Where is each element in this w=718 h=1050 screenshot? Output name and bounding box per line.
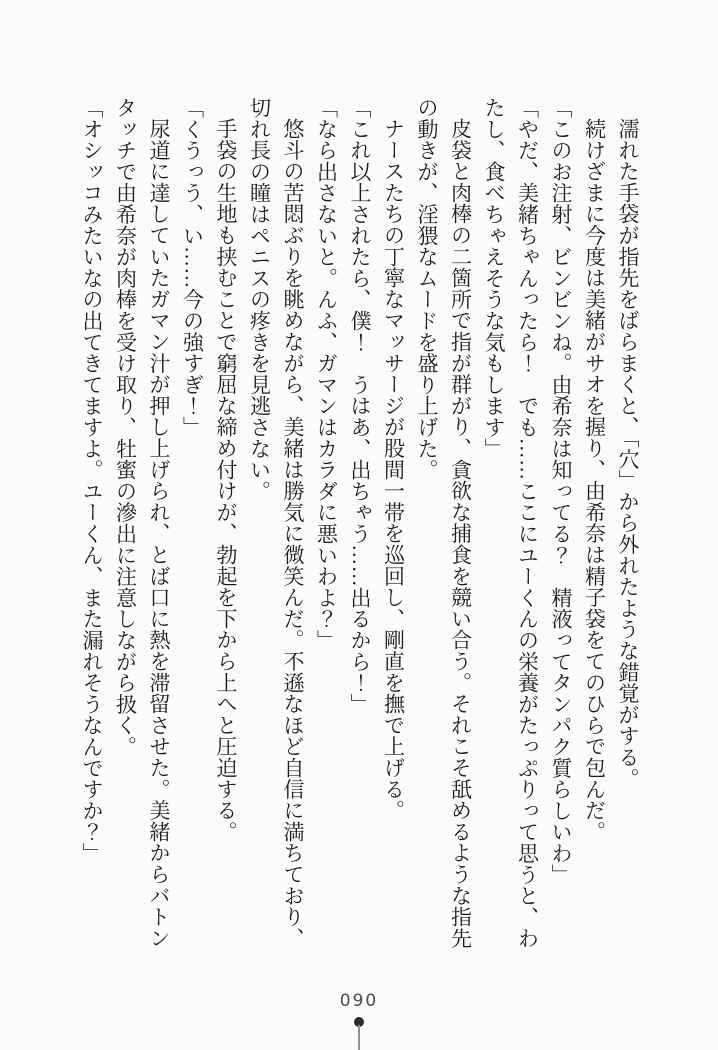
text-column: 皮袋と肉棒の二箇所で指が群がり、貪欲な捕食を競い合う。それこそ舐めるような指先 (448, 118, 473, 949)
text-column: 切れ長の瞳はペニスの疼きを見逃さない。 (247, 97, 272, 502)
text-column: 手袋の生地も挟むことで窮屈な締め付けが、勃起を下から上へと圧迫する。 (214, 118, 238, 843)
text-column: 尿道に達していたガマン汁が押し上げられ、とば口に熱を滞留させた。美緒からバトン (147, 118, 171, 949)
vertical-text-block (75, 97, 645, 997)
text-column: 濡れた手袋が指先をばらまくと、「穴」から外れたような錯覚がする。 (616, 118, 640, 790)
text-column: 「このお注射、ビンビンね。由希奈は知ってる？ 精液ってタンパク質らしいわ」 (549, 97, 573, 886)
text-column: たし、食べちゃえそうな気もします」 (482, 97, 506, 460)
text-column: 「これ以上されたら、僕！ うはあ、出ちゃう……出るから！」 (348, 97, 372, 715)
page-number: 090 (339, 991, 379, 1011)
text-column: 「なら出さないと。んふ、ガマンはカラダに悪いわよ？」 (314, 97, 339, 651)
footer-marker-line (358, 1025, 360, 1050)
text-column: タッチで由希奈が肉棒を受け取り、牡蜜の滲出に注意しながら扱く。 (113, 97, 138, 758)
text-column: 続けざまに今度は美緒がサオを握り、由希奈は精子袋をてのひらで包んだ。 (582, 118, 607, 843)
text-column: 「くうっう、い……今の強すぎ！」 (180, 97, 205, 438)
text-column: ナースたちの丁寧なマッサージが股間一帯を巡回し、剛直を撫で上げる。 (381, 118, 406, 821)
text-column: 「やだ、美緒ちゃんったら！ でも……ここにユーくんの栄養がたっぷりって思うと、わ (515, 97, 540, 949)
text-column: 悠斗の苦悶ぶりを眺めながら、美緒は勝気に微笑んだ。不遜なほど自信に満ちており、 (281, 118, 305, 949)
text-column: 「オシッコみたいなの出てきてますよ。ユーくん、また漏れそうなんですか？」 (80, 97, 104, 864)
text-column: の動きが、淫猥なムードを盛り上げた。 (415, 97, 439, 481)
